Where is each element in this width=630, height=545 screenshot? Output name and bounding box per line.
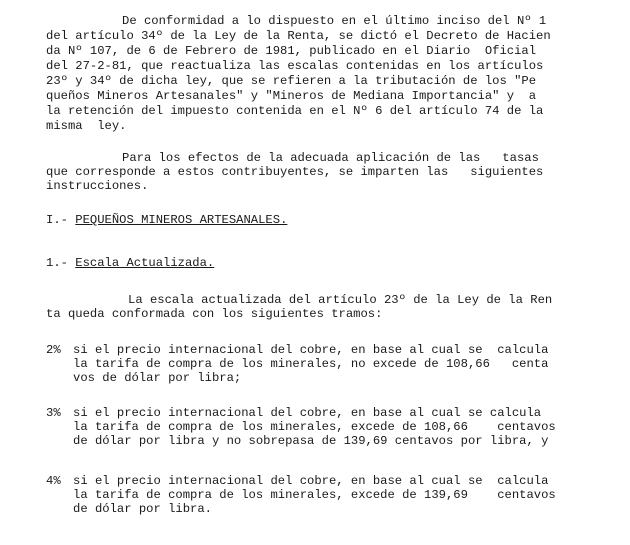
intro-line-1: De conformidad a lo dispuesto en el último inciso del Nº 1 bbox=[122, 14, 547, 28]
intro-line-2: del artículo 34º de la Ley de la Renta, se dictó el Decreto de Hacien bbox=[46, 29, 551, 43]
section-number: I.- bbox=[46, 213, 68, 227]
intro-line-4: del 27-2-81, que reactualiza las escalas contenidas en los artículos bbox=[46, 59, 544, 73]
purpose-line-2: que corresponde a estos contribuyentes, se imparten las siguientes bbox=[46, 165, 544, 179]
intro-line-3: da Nº 107, de 6 de Febrero de 1981, publicado en el Diario Oficial bbox=[46, 44, 537, 58]
section-heading bbox=[46, 213, 287, 227]
tramo-line: la tarifa de compra de los minerales, excede de 108,66 centavos bbox=[73, 420, 556, 434]
intro-line-7: la retención del impuesto contenida en el Nº 6 del artículo 74 de la bbox=[46, 104, 544, 118]
tramo-rate: 3% bbox=[46, 406, 61, 420]
purpose-line-1: Para los efectos de la adecuada aplicación de las tasas bbox=[122, 151, 539, 165]
intro-line-8: misma ley. bbox=[46, 119, 127, 133]
tramo-rate: 4% bbox=[46, 474, 61, 488]
tramo-line: la tarifa de compra de los minerales, excede de 139,69 centavos bbox=[73, 488, 556, 502]
tramo-line: de dólar por libra y no sobrepasa de 139,69 centavos por libra, y bbox=[73, 434, 549, 448]
tramo-line: vos de dólar por libra; bbox=[73, 371, 242, 385]
scale-intro-line-1: La escala actualizada del artículo 23º de la Ley de la Ren bbox=[128, 293, 553, 307]
intro-line-6: queños Mineros Artesanales" y "Mineros de Mediana Importancia" y a bbox=[46, 89, 537, 103]
tramo-line: si el precio internacional del cobre, en base al cual se calcula bbox=[73, 474, 549, 488]
tramo-line: la tarifa de compra de los minerales, no excede de 108,66 centa bbox=[73, 357, 549, 371]
subsection-title: Escala Actualizada. bbox=[75, 256, 215, 270]
scale-intro-line-2: ta queda conformada con los siguientes tramos: bbox=[46, 307, 383, 321]
intro-line-5: 23º y 34º de dicha ley, que se refieren a la tributación de los "Pe bbox=[46, 74, 537, 88]
tramo-line: de dólar por libra. bbox=[73, 502, 212, 516]
subsection-heading bbox=[46, 256, 214, 270]
subsection-number: 1.- bbox=[46, 256, 68, 270]
section-title: PEQUEÑOS MINEROS ARTESANALES. bbox=[75, 213, 288, 227]
tramo-line: si el precio internacional del cobre, en base al cual se calcula bbox=[73, 343, 549, 357]
tramo-line: si el precio internacional del cobre, en base al cual se calcula bbox=[73, 406, 542, 420]
purpose-line-3: instrucciones. bbox=[46, 179, 149, 193]
tramo-rate: 2% bbox=[46, 343, 61, 357]
